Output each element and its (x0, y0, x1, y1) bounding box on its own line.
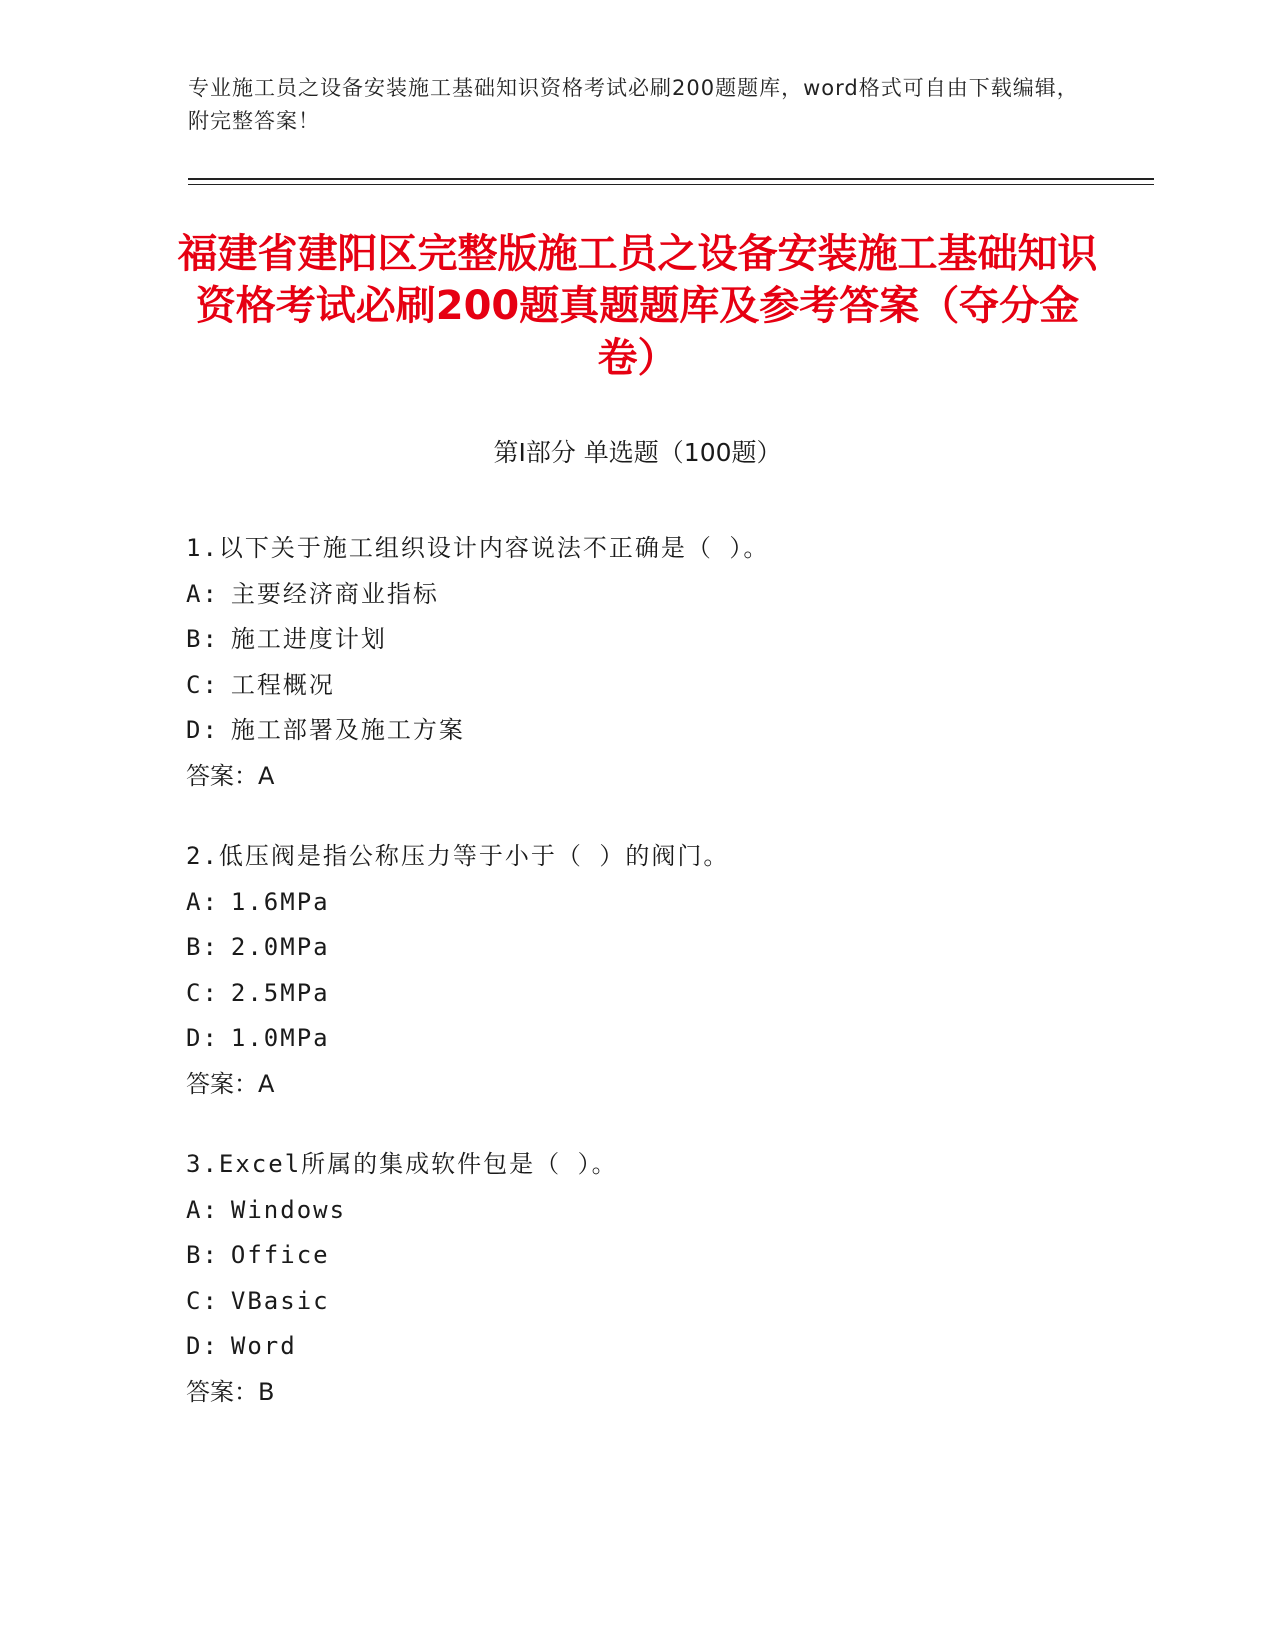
option-a (186, 880, 1126, 926)
option-letter: C: (186, 1286, 219, 1315)
answer: 答案：B (186, 1377, 275, 1406)
header-divider-thin (188, 184, 1154, 185)
option-letter: D: (186, 716, 219, 744)
option-a (186, 1188, 1126, 1234)
question-2 (186, 834, 1126, 1107)
option-text: 主要经济商业指标 (230, 579, 439, 608)
section-title: 第Ⅰ部分 单选题（100题） (493, 438, 782, 467)
option-text: 施工进度计划 (230, 625, 387, 653)
option-text: 2.0MPa (230, 933, 330, 961)
option-letter: A: (186, 1195, 219, 1224)
option-c (186, 971, 1126, 1017)
option-letter: B: (186, 1241, 219, 1269)
option-a (186, 572, 1126, 618)
option-text: 1.6MPa (230, 887, 330, 916)
question-stem: 2.低压阀是指公称压力等于小于（ ）的阀门。 (186, 842, 730, 870)
option-letter: D: (186, 1024, 219, 1052)
option-text: 工程概况 (230, 670, 335, 699)
option-letter: C: (186, 978, 219, 1007)
option-b (186, 617, 1126, 663)
answer: 答案：A (186, 1069, 275, 1098)
option-letter: A: (186, 579, 219, 608)
option-d (186, 708, 1126, 754)
option-letter: D: (186, 1332, 219, 1360)
header-divider-thick (188, 178, 1154, 180)
option-letter: A: (186, 887, 219, 916)
question-stem: 1.以下关于施工组织设计内容说法不正确是（ ）。 (186, 534, 770, 562)
option-c (186, 1279, 1126, 1325)
option-text: 1.0MPa (230, 1024, 330, 1052)
answer: 答案：A (186, 761, 275, 790)
header-note: 专业施工员之设备安装施工基础知识资格考试必刷200题题库，word格式可自由下载编辑，附完整答案！ (188, 76, 1079, 133)
option-text: Windows (230, 1195, 347, 1224)
option-d (186, 1016, 1126, 1062)
option-c (186, 663, 1126, 709)
question-3 (186, 1142, 1126, 1415)
option-text: 施工部署及施工方案 (230, 716, 465, 744)
document-title: 福建省建阳区完整版施工员之设备安装施工基础知识资格考试必刷200题真题题库及参考答案（夺分金卷） (177, 231, 1098, 381)
option-letter: C: (186, 670, 219, 699)
option-text: Office (230, 1241, 330, 1269)
question-list (186, 526, 1126, 1450)
option-b (186, 1233, 1126, 1279)
question-1 (186, 526, 1126, 799)
option-b (186, 925, 1126, 971)
option-d (186, 1324, 1126, 1370)
option-text: VBasic (230, 1286, 330, 1315)
question-stem: 3.Excel所属的集成软件包是（ ）。 (186, 1150, 618, 1178)
option-text: Word (230, 1332, 297, 1360)
option-text: 2.5MPa (230, 978, 330, 1007)
option-letter: B: (186, 625, 219, 653)
option-letter: B: (186, 933, 219, 961)
